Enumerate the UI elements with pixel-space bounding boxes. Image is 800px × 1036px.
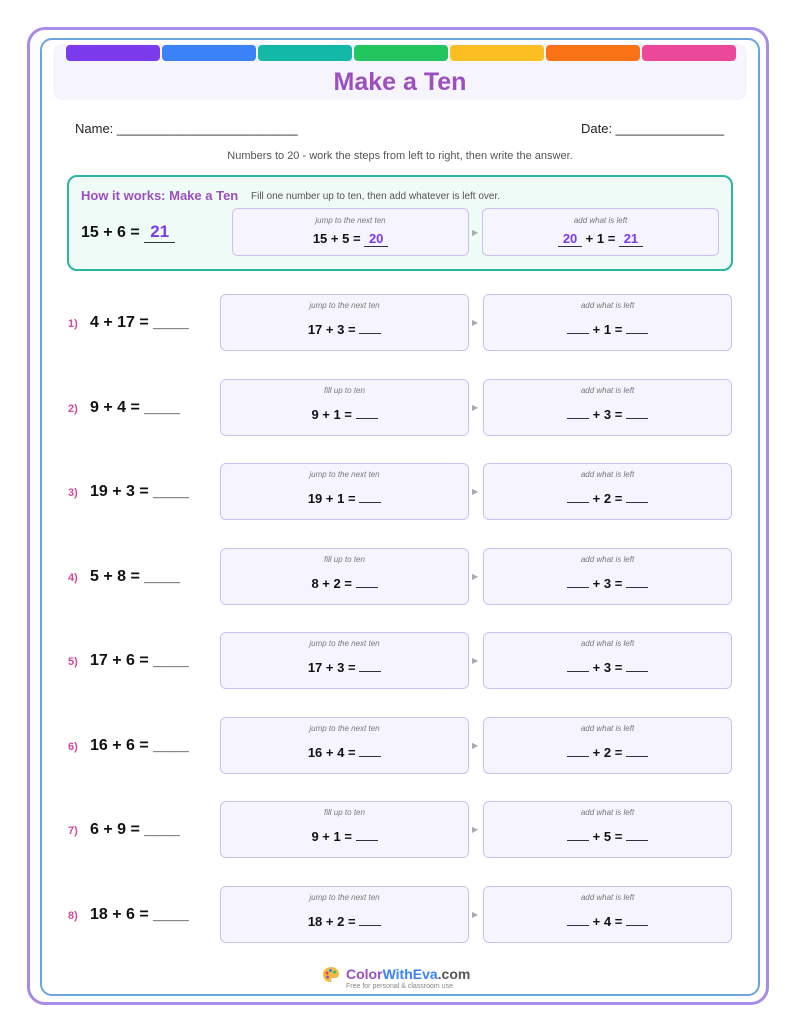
- page-title: Make a Ten: [333, 68, 467, 96]
- step1-caption: fill up to ten: [324, 808, 365, 817]
- answer-blank[interactable]: ____: [144, 568, 180, 585]
- example-title: How it works: Make a Ten: [81, 188, 239, 203]
- problem-text: 16 + 6 =: [90, 737, 149, 754]
- arrow-icon: ▶: [472, 318, 479, 327]
- step2-box: [483, 801, 732, 858]
- step2-text: + 4 =: [592, 914, 623, 929]
- problem-number: 1): [68, 318, 78, 330]
- example-step1-box: [232, 208, 469, 256]
- step2-equation: [484, 576, 731, 591]
- step1-equation: [221, 491, 468, 506]
- arrow-icon: ▶: [472, 487, 479, 496]
- step1-blank[interactable]: [359, 491, 381, 503]
- step1-box: [220, 886, 469, 943]
- step2-equation: [484, 745, 731, 760]
- answer-blank[interactable]: ____: [153, 314, 189, 331]
- brand-part-witheva: WithEva: [382, 966, 438, 982]
- example-problem: [81, 222, 175, 243]
- problem-number: 5): [68, 656, 78, 668]
- problem-equation: [90, 737, 189, 755]
- step1-text: 17 + 3 =: [307, 322, 356, 337]
- step1-equation: [221, 745, 468, 760]
- problem-number: 8): [68, 910, 78, 922]
- step2-equation: [484, 660, 731, 675]
- step1-text: 16 + 4 =: [307, 745, 356, 760]
- example-problem-text: 15 + 6 =: [81, 224, 140, 241]
- instructions: Numbers to 20 - work the steps from left to right, then write the answer.: [227, 150, 573, 162]
- step2-lead-blank[interactable]: [567, 407, 589, 419]
- step2-caption: add what is left: [580, 470, 635, 479]
- step2-lead-blank[interactable]: [567, 576, 589, 588]
- answer-blank[interactable]: ____: [153, 906, 189, 923]
- step1-blank[interactable]: [359, 745, 381, 757]
- step2-lead-blank[interactable]: [567, 660, 589, 672]
- step1-caption: fill up to ten: [324, 386, 365, 395]
- problem-equation: [90, 483, 189, 501]
- step1-blank[interactable]: [356, 407, 378, 419]
- step2-lead-blank[interactable]: [567, 322, 589, 334]
- step1-equation: [221, 660, 468, 675]
- step2-caption: add what is left: [580, 386, 635, 395]
- date-field[interactable]: Date: _______________: [581, 121, 725, 136]
- step1-text: 9 + 1 =: [311, 407, 352, 422]
- example-step2-box: [482, 208, 719, 256]
- stripe-segment: [66, 45, 160, 61]
- color-stripe: [66, 45, 736, 61]
- step2-lead-blank[interactable]: [567, 745, 589, 757]
- example-step1-caption: jump to the next ten: [315, 216, 386, 225]
- step2-caption: add what is left: [580, 555, 635, 564]
- step2-box: [483, 548, 732, 605]
- brand-tagline: Free for personal & classroom use: [346, 983, 453, 990]
- problem-equation: [90, 652, 189, 670]
- step1-caption: jump to the next ten: [309, 470, 380, 479]
- step1-blank[interactable]: [359, 660, 381, 672]
- example-answer: 21: [144, 222, 175, 243]
- problem-number: 4): [68, 572, 78, 584]
- step2-answer-blank[interactable]: [626, 491, 648, 503]
- problem-equation: [90, 906, 189, 924]
- step2-equation: [484, 491, 731, 506]
- step1-text: 9 + 1 =: [311, 829, 352, 844]
- step2-box: [483, 632, 732, 689]
- stripe-segment: [258, 45, 352, 61]
- stripe-segment: [450, 45, 544, 61]
- step1-text: 17 + 3 =: [307, 660, 356, 675]
- example-step1-answer: 20: [364, 231, 388, 247]
- problem-equation: [90, 399, 180, 417]
- problem-text: 5 + 8 =: [90, 568, 140, 585]
- step1-equation: [221, 576, 468, 591]
- problem-text: 4 + 17 =: [90, 314, 149, 331]
- problem-number: 7): [68, 825, 78, 837]
- answer-blank[interactable]: ____: [153, 737, 189, 754]
- step1-text: 8 + 2 =: [311, 576, 352, 591]
- answer-blank[interactable]: ____: [153, 483, 189, 500]
- arrow-icon: ▶: [472, 656, 479, 665]
- footer-logo: [322, 966, 470, 991]
- example-step2-lead: 20: [558, 231, 582, 247]
- problem-equation: [90, 314, 189, 332]
- step2-lead-blank[interactable]: [567, 829, 589, 841]
- step2-text: + 1 =: [592, 322, 623, 337]
- problem-number: 6): [68, 741, 78, 753]
- brand-name: [346, 966, 470, 982]
- step1-box: [220, 632, 469, 689]
- step1-box: [220, 548, 469, 605]
- step2-lead-blank[interactable]: [567, 914, 589, 926]
- step1-equation: [221, 407, 468, 422]
- step2-answer-blank[interactable]: [626, 745, 648, 757]
- step1-box: [220, 463, 469, 520]
- step2-equation: [484, 322, 731, 337]
- step1-caption: jump to the next ten: [309, 724, 380, 733]
- stripe-segment: [642, 45, 736, 61]
- step1-equation: [221, 829, 468, 844]
- stripe-segment: [546, 45, 640, 61]
- step2-answer-blank[interactable]: [626, 576, 648, 588]
- step2-caption: add what is left: [580, 724, 635, 733]
- step1-caption: fill up to ten: [324, 555, 365, 564]
- step2-text: + 5 =: [592, 829, 623, 844]
- step2-caption: add what is left: [580, 301, 635, 310]
- example-step2-caption: add what is left: [573, 216, 628, 225]
- answer-blank[interactable]: ____: [144, 821, 180, 838]
- palette-icon: [322, 966, 340, 984]
- example-step2-equation: [483, 231, 718, 247]
- step1-equation: [221, 322, 468, 337]
- example-step1-equation: [233, 231, 468, 247]
- problem-number: 3): [68, 487, 78, 499]
- step2-caption: add what is left: [580, 893, 635, 902]
- problem-text: 19 + 3 =: [90, 483, 149, 500]
- example-step1-text: 15 + 5 =: [312, 231, 361, 246]
- step2-text: + 3 =: [592, 576, 623, 591]
- step2-box: [483, 717, 732, 774]
- problem-equation: [90, 821, 180, 839]
- step2-answer-blank[interactable]: [626, 322, 648, 334]
- answer-blank[interactable]: ____: [144, 399, 180, 416]
- step1-box: [220, 294, 469, 351]
- step2-answer-blank[interactable]: [626, 914, 648, 926]
- problem-text: 6 + 9 =: [90, 821, 140, 838]
- arrow-icon: ▶: [472, 741, 479, 750]
- step2-answer-blank[interactable]: [626, 829, 648, 841]
- step2-caption: add what is left: [580, 808, 635, 817]
- arrow-icon: ▶: [472, 572, 479, 581]
- brand-part-tld: .com: [437, 966, 471, 982]
- step2-text: + 2 =: [592, 491, 623, 506]
- step1-text: 18 + 2 =: [307, 914, 356, 929]
- step1-blank[interactable]: [356, 829, 378, 841]
- problem-number: 2): [68, 403, 78, 415]
- step2-lead-blank[interactable]: [567, 491, 589, 503]
- arrow-icon: ▶: [472, 228, 479, 237]
- arrow-icon: ▶: [472, 403, 479, 412]
- problem-text: 9 + 4 =: [90, 399, 140, 416]
- step2-text: + 3 =: [592, 407, 623, 422]
- step1-text: 19 + 1 =: [307, 491, 356, 506]
- example-step2-answer: 21: [619, 231, 643, 247]
- step1-caption: jump to the next ten: [309, 301, 380, 310]
- step2-box: [483, 294, 732, 351]
- step2-box: [483, 379, 732, 436]
- example-step2-text: + 1 =: [585, 231, 616, 246]
- step2-box: [483, 886, 732, 943]
- problem-text: 17 + 6 =: [90, 652, 149, 669]
- name-field[interactable]: Name: _________________________: [75, 121, 298, 136]
- step2-answer-blank[interactable]: [626, 660, 648, 672]
- step1-box: [220, 717, 469, 774]
- step2-equation: [484, 829, 731, 844]
- step2-box: [483, 463, 732, 520]
- arrow-icon: ▶: [472, 825, 479, 834]
- step1-caption: jump to the next ten: [309, 639, 380, 648]
- problem-equation: [90, 568, 180, 586]
- answer-blank[interactable]: ____: [153, 652, 189, 669]
- stripe-segment: [162, 45, 256, 61]
- problem-text: 18 + 6 =: [90, 906, 149, 923]
- brand-part-color: Color: [346, 966, 383, 982]
- stripe-segment: [354, 45, 448, 61]
- step2-answer-blank[interactable]: [626, 407, 648, 419]
- step1-caption: jump to the next ten: [309, 893, 380, 902]
- step2-text: + 3 =: [592, 660, 623, 675]
- step1-blank[interactable]: [359, 322, 381, 334]
- step2-caption: add what is left: [580, 639, 635, 648]
- step2-text: + 2 =: [592, 745, 623, 760]
- step2-equation: [484, 914, 731, 929]
- step1-box: [220, 801, 469, 858]
- arrow-icon: ▶: [472, 910, 479, 919]
- step1-equation: [221, 914, 468, 929]
- step1-box: [220, 379, 469, 436]
- step1-blank[interactable]: [356, 576, 378, 588]
- step2-equation: [484, 407, 731, 422]
- step1-blank[interactable]: [359, 914, 381, 926]
- example-description: Fill one number up to ten, then add whatever is left over.: [251, 191, 501, 202]
